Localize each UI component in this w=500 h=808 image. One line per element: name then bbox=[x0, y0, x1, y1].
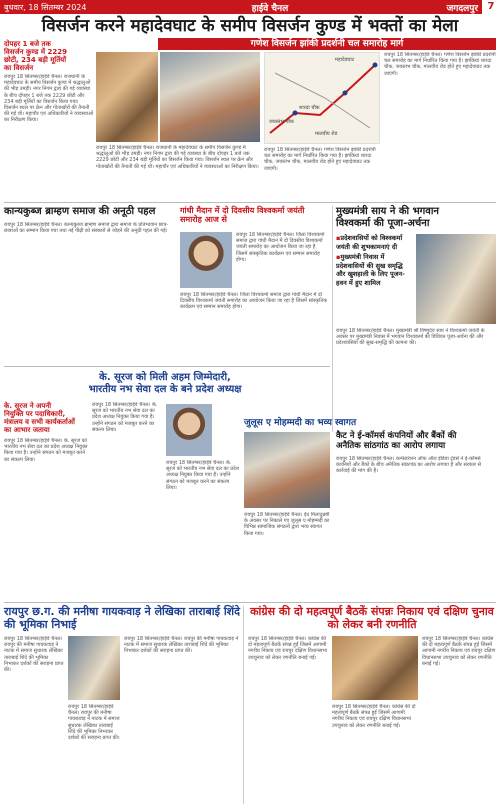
suraj-kicker: के. सूरज ने अपनी नियुक्ति पर पदाधिकारी, मंत्रालय व सभी कार्यकर्ताओं का आभार जताया bbox=[4, 402, 75, 434]
column-divider bbox=[243, 606, 244, 804]
newspaper-name: हाईवे चैनल bbox=[251, 3, 289, 14]
story1-body: रायपुर 18 सितम्बर/हाईवे चैनल। राजधानी के महादेवघाट के समीप विसर्जन कुण्ड में श्रद्धालुओं की भीड़ उमड़ी। नगर निगम द्वारा की गई व्यवस्था के बीच दोपहर 1 बजे तक 2229 छोटी और 234 बड़ी मूर्तियों का विसर्जन किया गया। विसर्जन स्थल पर क्रेन और गोताखोरों की तैनाती की गई थी। महापौर एवं अधिकारियों ने व्यवस्थाओं का निरीक्षण किया। bbox=[4, 74, 94, 124]
julus-body: रायपुर 18 सितम्बर/हाईवे चैनल। ईद मिलादुन्नबी के अवसर पर निकाले गए जुलूस ए मोहम्मदी का विभिन्न सामाजिक संगठनों द्वारा भव्य स्वागत किया गया। bbox=[244, 512, 330, 537]
edition-city: जगदलपुर bbox=[446, 3, 478, 14]
ecom-headline: कैट ने ई-कॉमर्स कंपनियों और बैंकों की अनैतिक सांठगांठ का आरोप लगाया bbox=[336, 431, 457, 451]
section-divider bbox=[4, 602, 496, 603]
map-label: मालवीय रोड bbox=[315, 131, 338, 137]
story1-kicker: दोपहर 1 बजे तक विसर्जन कुण्ड में 2229 छोटी, 234 बड़ी मूर्तियों का विसर्जन bbox=[4, 40, 67, 72]
kanyakubj-body: रायपुर 18 सितम्बर/हाईवे चैनल। कान्यकुब्ज ब्राम्हण समाज द्वारा समाज के प्रतिभावान छात्र-छात्राओं का सम्मान किया गया तथा नई पीढ़ी को संस्कारों से जोड़ने की अनूठी पहल की गई। bbox=[4, 222, 169, 235]
cm-body: रायपुर 18 सितम्बर/हाईवे चैनल। मुख्यमंत्री श्री विष्णुदेव साय ने विश्वकर्मा जयंती के अवसर पर मुख्यमंत्री निवास में भगवान विश्वकर्मा की विधिवत पूजा-अर्चना की और प्रदेशवासियों की सुख-समृद्धि की कामना की। bbox=[336, 328, 485, 347]
kanyakubj-headline: कान्यकुब्ज ब्राम्हण समाज की अनूठी पहल bbox=[4, 206, 156, 217]
ganesh-idol-photo bbox=[96, 52, 158, 142]
cm-worship-photo bbox=[416, 234, 496, 324]
manisha-headline: रायपुर छ.ग. की मनीषा गायकवाड़ ने लेखिका ताराबाई शिंदे की भूमिका निभाई bbox=[4, 605, 241, 631]
route-map bbox=[264, 52, 380, 144]
section-divider bbox=[4, 202, 496, 203]
manisha-body-cont: रायपुर 18 सितम्बर/हाईवे चैनल। रायपुर की मनीषा गायकवाड़ ने नाटक में समाज सुधारक लेखिका ताराबाई शिंदे की भूमिका निभाकर दर्शकों की सराहना प्राप्त की। bbox=[68, 704, 120, 742]
manisha-body-cont2: रायपुर 18 सितम्बर/हाईवे चैनल। रायपुर की मनीषा गायकवाड़ ने नाटक में समाज सुधारक लेखिका ताराबाई शिंदे की भूमिका निभाकर दर्शकों की सराहना प्राप्त की। bbox=[124, 636, 239, 655]
congress-body-cont2: रायपुर 18 सितम्बर/हाईवे चैनल। कांग्रेस की दो महत्वपूर्ण बैठकें संपन्न हुईं जिसमें आगामी नगरीय निकाय एवं रायपुर दक्षिण विधानसभा उपचुनाव को लेकर रणनीति बनाई गई। bbox=[422, 636, 496, 667]
sub-banner: गणेश विसर्जन झांकी प्रदर्शनी चल समारोह मार्ग bbox=[158, 38, 496, 50]
cm-headline: मुख्यमंत्री साय ने की भगवान विश्वकर्मा की पूजा-अर्चना bbox=[336, 206, 439, 229]
story1-body-cont: रायपुर 18 सितम्बर/हाईवे चैनल। राजधानी के महादेवघाट के समीप विसर्जन कुण्ड में श्रद्धालुओं की भीड़ उमड़ी। नगर निगम द्वारा की गई व्यवस्था के बीच दोपहर 1 बजे तक 2229 छोटी और 234 बड़ी मूर्तियों का विसर्जन किया गया। विसर्जन स्थल पर क्रेन और गोताखोरों की तैनाती की गई थी। महापौर एवं अधिकारियों ने व्यवस्थाओं का निरीक्षण किया। bbox=[96, 145, 259, 170]
suraj-body-cont: रायपुर 18 सितम्बर/हाईवे चैनल। के. सूरज को भारतीय नभ सेवा दल का प्रदेश अध्यक्ष नियुक्त किया गया है। उन्होंने संगठन को मजबूत करने का संकल्प लिया। bbox=[92, 402, 158, 433]
julus-photo bbox=[244, 432, 330, 508]
ecom-body: रायपुर 18 सितम्बर/हाईवे चैनल। कन्फेडरेशन ऑफ ऑल इंडिया ट्रेडर्स ने ई-कॉमर्स कंपनियों और बैंकों के बीच अनैतिक सांठगांठ का आरोप लगाया है और सरकार से कार्रवाई की मांग की है। bbox=[336, 456, 482, 475]
manisha-body: रायपुर 18 सितम्बर/हाईवे चैनल। रायपुर की मनीषा गायकवाड़ ने नाटक में समाज सुधारक लेखिका ताराबाई शिंदे की भूमिका निभाकर दर्शकों की सराहना प्राप्त की। bbox=[4, 636, 64, 674]
immersion-crowd-photo bbox=[160, 52, 260, 142]
congress-body: रायपुर 18 सितम्बर/हाईवे चैनल। कांग्रेस की दो महत्वपूर्ण बैठकें संपन्न हुईं जिसमें आगामी नगरीय निकाय एवं रायपुर दक्षिण विधानसभा उपचुनाव को लेकर रणनीति बनाई गई। bbox=[248, 636, 328, 661]
header-bar bbox=[0, 0, 500, 14]
suraj-body-cont2: रायपुर 18 सितम्बर/हाईवे चैनल। के. सूरज को भारतीय नभ सेवा दल का प्रदेश अध्यक्ष नियुक्त किया गया है। उन्होंने संगठन को मजबूत करने का संकल्प लिया। bbox=[166, 460, 240, 491]
author-portrait bbox=[180, 232, 232, 288]
cm-bullets bbox=[336, 234, 414, 287]
suraj-headline: के. सूरज को मिली अहम जिम्मेदारी, भारतीय नभ सेवा दल के बने प्रदेश अध्यक्ष bbox=[88, 372, 242, 395]
manisha-photo bbox=[68, 636, 120, 700]
congress-meeting-photo bbox=[332, 636, 418, 700]
route-body: रायपुर 18 सितम्बर/हाईवे चैनल। गणेश विसर्जन झांकी प्रदर्शनी चल समारोह का मार्ग निर्धारित किया गया है। झांकियां शारदा चौक, जयस्तंभ चौक, मालवीय रोड होते हुए महादेवघाट तक जाएंगी। bbox=[264, 147, 376, 172]
gandhi-headline: गांधी मैदान में दो दिवसीय विश्वकर्मा जयंती समारोह आज से bbox=[180, 206, 305, 225]
column-divider bbox=[332, 206, 333, 432]
issue-date: बुधवार, 18 सितम्बर 2024 bbox=[4, 2, 87, 12]
gandhi-body-cont: रायपुर 18 सितम्बर/हाईवे चैनल। जिला विश्वकर्मा समाज द्वारा गांधी मैदान में दो दिवसीय विश्वकर्मा जयंती समारोह का आयोजन किया जा रहा है जिसमें सांस्कृतिक कार्यक्रम एवं सम्मान समारोह होगा। bbox=[180, 292, 328, 311]
bullet-item: ▪मुख्यमंत्री निवास में प्रदेशवासियों की सुख समृद्धि और खुशहाली के लिए पूजन-हवन में हुए शामिल bbox=[336, 253, 405, 287]
congress-headline: कांग्रेस की दो महत्वपूर्ण बैठकें संपन्नः निकाय एवं दक्षिण चुनाव को लेकर बनी रणनीति bbox=[250, 605, 494, 631]
gandhi-body: रायपुर 18 सितम्बर/हाईवे चैनल। जिला विश्वकर्मा समाज द्वारा गांधी मैदान में दो दिवसीय विश्वकर्मा जयंती समारोह का आयोजन किया जा रहा है जिसमें सांस्कृतिक कार्यक्रम एवं सम्मान समारोह होगा। bbox=[236, 232, 325, 263]
section-divider bbox=[4, 366, 330, 367]
map-label: जयस्तंभ चौक bbox=[269, 119, 294, 125]
bullet-icon: ▪ bbox=[336, 234, 341, 242]
bullet-icon: ▪ bbox=[336, 253, 341, 261]
map-label: महादेवघाट bbox=[335, 57, 355, 63]
map-label: शारदा चौक bbox=[299, 105, 320, 111]
bullet-item: ▪प्रदेशवासियों को विश्वकर्मा जयंती की शुभकामनाएं दी bbox=[336, 234, 403, 251]
suraj-body: रायपुर 18 सितम्बर/हाईवे चैनल। के. सूरज को भारतीय नभ सेवा दल का प्रदेश अध्यक्ष नियुक्त किया गया है। उन्होंने संगठन को मजबूत करने का संकल्प लिया। bbox=[4, 438, 88, 463]
suraj-portrait bbox=[166, 404, 212, 456]
congress-body-cont: रायपुर 18 सितम्बर/हाईवे चैनल। कांग्रेस की दो महत्वपूर्ण बैठकें संपन्न हुईं जिसमें आगामी नगरीय निकाय एवं रायपुर दक्षिण विधानसभा उपचुनाव को लेकर रणनीति बनाई गई। bbox=[332, 704, 416, 729]
page-number: 7 bbox=[482, 0, 500, 14]
julus-headline: जुलूस ए मोहम्मदी का भव्य स्वागत bbox=[244, 418, 357, 428]
route-body-cont: रायपुर 18 सितम्बर/हाईवे चैनल। गणेश विसर्जन झांकी प्रदर्शनी चल समारोह का मार्ग निर्धारित किया गया है। झांकियां शारदा चौक, जयस्तंभ चौक, मालवीय रोड होते हुए महादेवघाट तक जाएंगी। bbox=[384, 52, 496, 77]
main-headline: विसर्जन करने महादेवघाट के समीप विसर्जन कुण्ड में भक्तों का मेला bbox=[41, 16, 459, 36]
